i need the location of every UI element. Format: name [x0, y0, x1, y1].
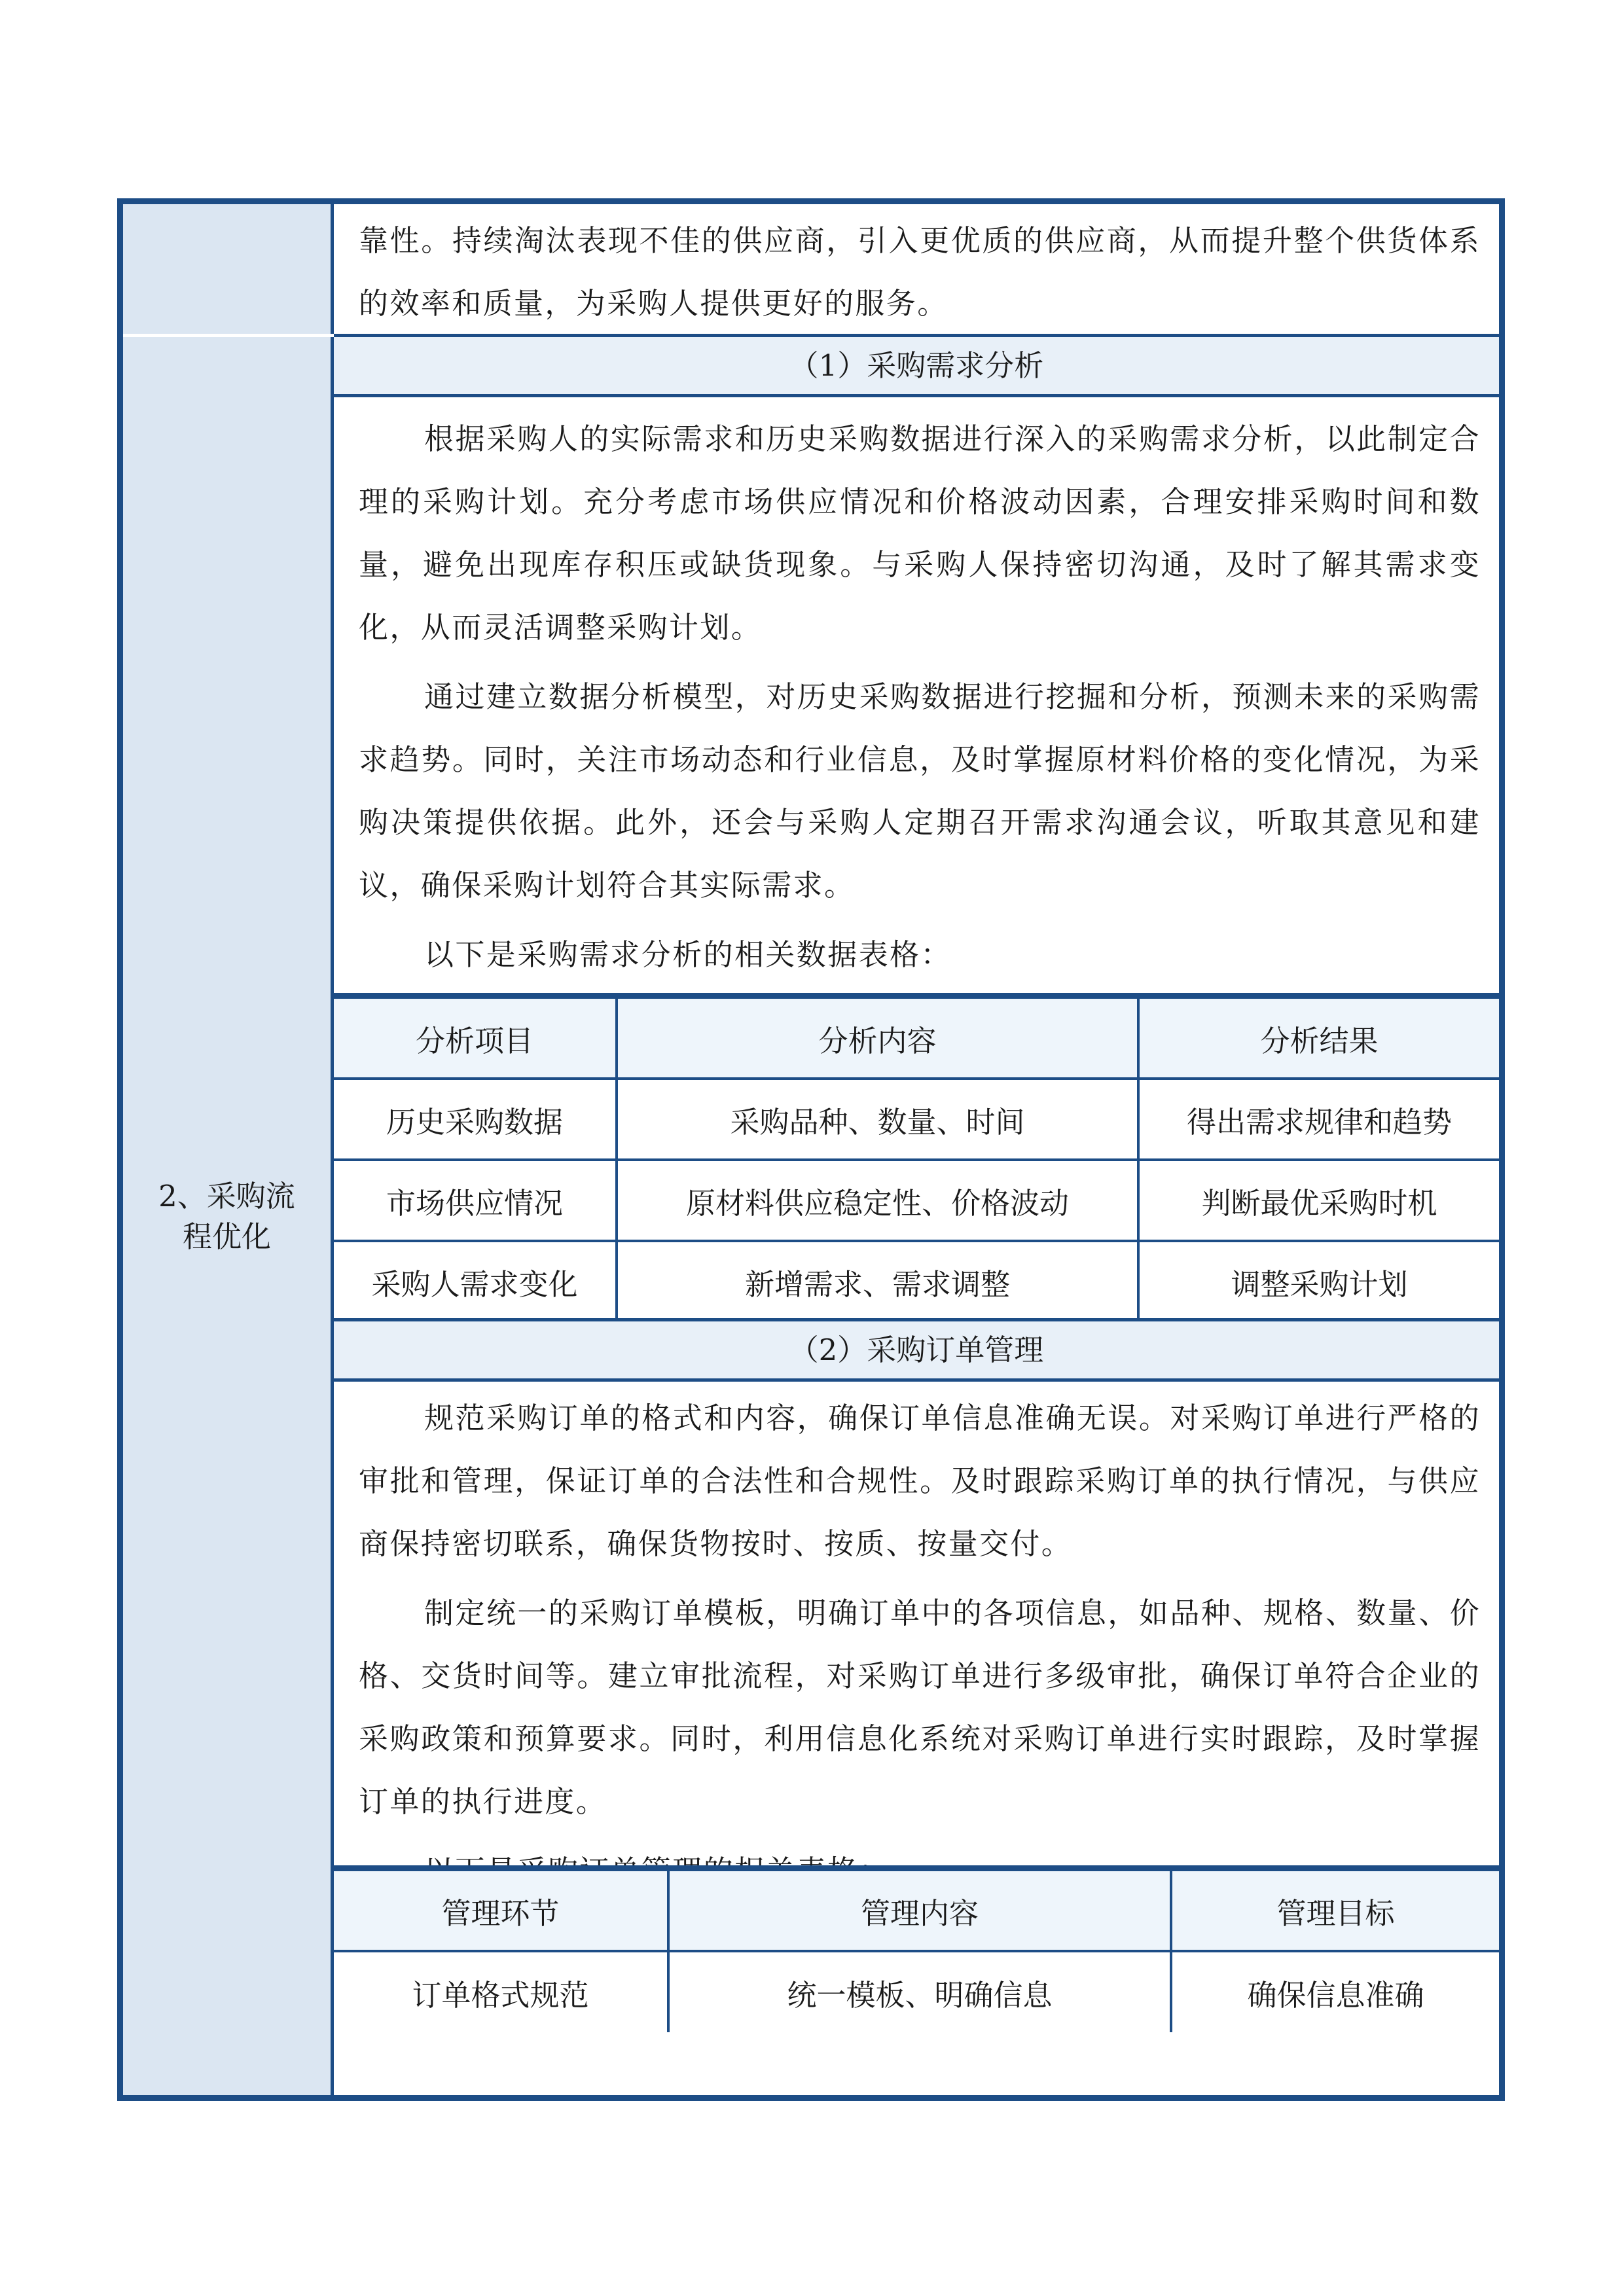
table-row	[334, 1079, 1499, 1160]
order-para-1: 规范采购订单的格式和内容，确保订单信息准确无误。对采购订单进行严格的审批和管理，保证订单的合法性和合规性。及时跟踪采购订单的执行情况，与供应商保持密切联系，确保货物按时、按质、按量交付。	[359, 1401, 1481, 1561]
order-management-table	[334, 1869, 1499, 2032]
table-header-row	[334, 997, 1499, 1079]
table-cell: 采购人需求变化	[334, 1241, 617, 1322]
top-row-text: 靠性。持续淘汰表现不佳的供应商，引入更优质的供应商，从而提升整个供货体系的效率和质量，为采购人提供更好的服务。	[359, 223, 1481, 321]
table-cell: 订单格式规范	[334, 1951, 668, 2032]
demand-paragraphs	[334, 408, 1499, 986]
top-row-cell	[334, 204, 1499, 337]
table-cell: 市场供应情况	[334, 1160, 617, 1241]
table-cell: 判断最优采购时机	[1138, 1160, 1499, 1241]
demand-analysis-table	[334, 996, 1499, 1323]
table-header-row	[334, 1870, 1499, 1951]
section-label: 2、采购流 程优化	[158, 1179, 295, 1254]
table-cell: 新增需求、需求调整	[617, 1241, 1138, 1322]
table-header-cell: 分析结果	[1138, 997, 1499, 1079]
demand-para-2: 通过建立数据分析模型，对历史采购数据进行挖掘和分析，预测未来的采购需求趋势。同时，关注市场动态和行业信息，及时掌握原材料价格的变化情况，为采购决策提供依据。此外，还会与采购人定期召开需求沟通会议，听取其意见和建议，确保采购计划符合其实际需求。	[359, 679, 1481, 903]
table-cell: 原材料供应稳定性、价格波动	[617, 1160, 1138, 1241]
table-header-cell: 管理目标	[1171, 1870, 1499, 1951]
table-header-cell: 管理环节	[334, 1870, 668, 1951]
demand-heading: （1）采购需求分析	[334, 337, 1499, 397]
content-table	[117, 198, 1505, 2101]
table-cell: 历史采购数据	[334, 1079, 617, 1160]
table-header-cell: 管理内容	[668, 1870, 1171, 1951]
table-cell: 得出需求规律和趋势	[1138, 1079, 1499, 1160]
table-cell: 采购品种、数量、时间	[617, 1079, 1138, 1160]
table-row	[334, 1241, 1499, 1322]
table-row	[334, 1951, 1499, 2032]
table-header-cell: 分析内容	[617, 997, 1138, 1079]
table-cell: 统一模板、明确信息	[668, 1951, 1171, 2032]
demand-para-3: 以下是采购需求分析的相关数据表格：	[424, 937, 952, 972]
table-cell: 调整采购计划	[1138, 1241, 1499, 1322]
order-para-2: 制定统一的采购订单模板，明确订单中的各项信息，如品种、规格、数量、价格、交货时间等。建立审批流程，对采购订单进行多级审批，确保订单符合企业的采购政策和预算要求。同时，利用信息化系统对采购订单进行实时跟踪，及时掌握订单的执行进度。	[359, 1596, 1481, 1819]
table-cell: 确保信息准确	[1171, 1951, 1499, 2032]
section-content	[334, 337, 1499, 2095]
table-row	[334, 1160, 1499, 1241]
table-header-cell: 分析项目	[334, 997, 617, 1079]
order-paragraphs	[334, 1387, 1499, 1903]
demand-para-1: 根据采购人的实际需求和历史采购数据进行深入的采购需求分析，以此制定合理的采购计划。充分考虑市场供应情况和价格波动因素，合理安排采购时间和数量，避免出现库存积压或缺货现象。与采购人保持密切沟通，及时了解其需求变化，从而灵活调整采购计划。	[359, 422, 1481, 645]
section-label-cell	[123, 337, 334, 2095]
order-heading: （2）采购订单管理	[334, 1321, 1499, 1382]
left-cell-top	[123, 204, 334, 334]
